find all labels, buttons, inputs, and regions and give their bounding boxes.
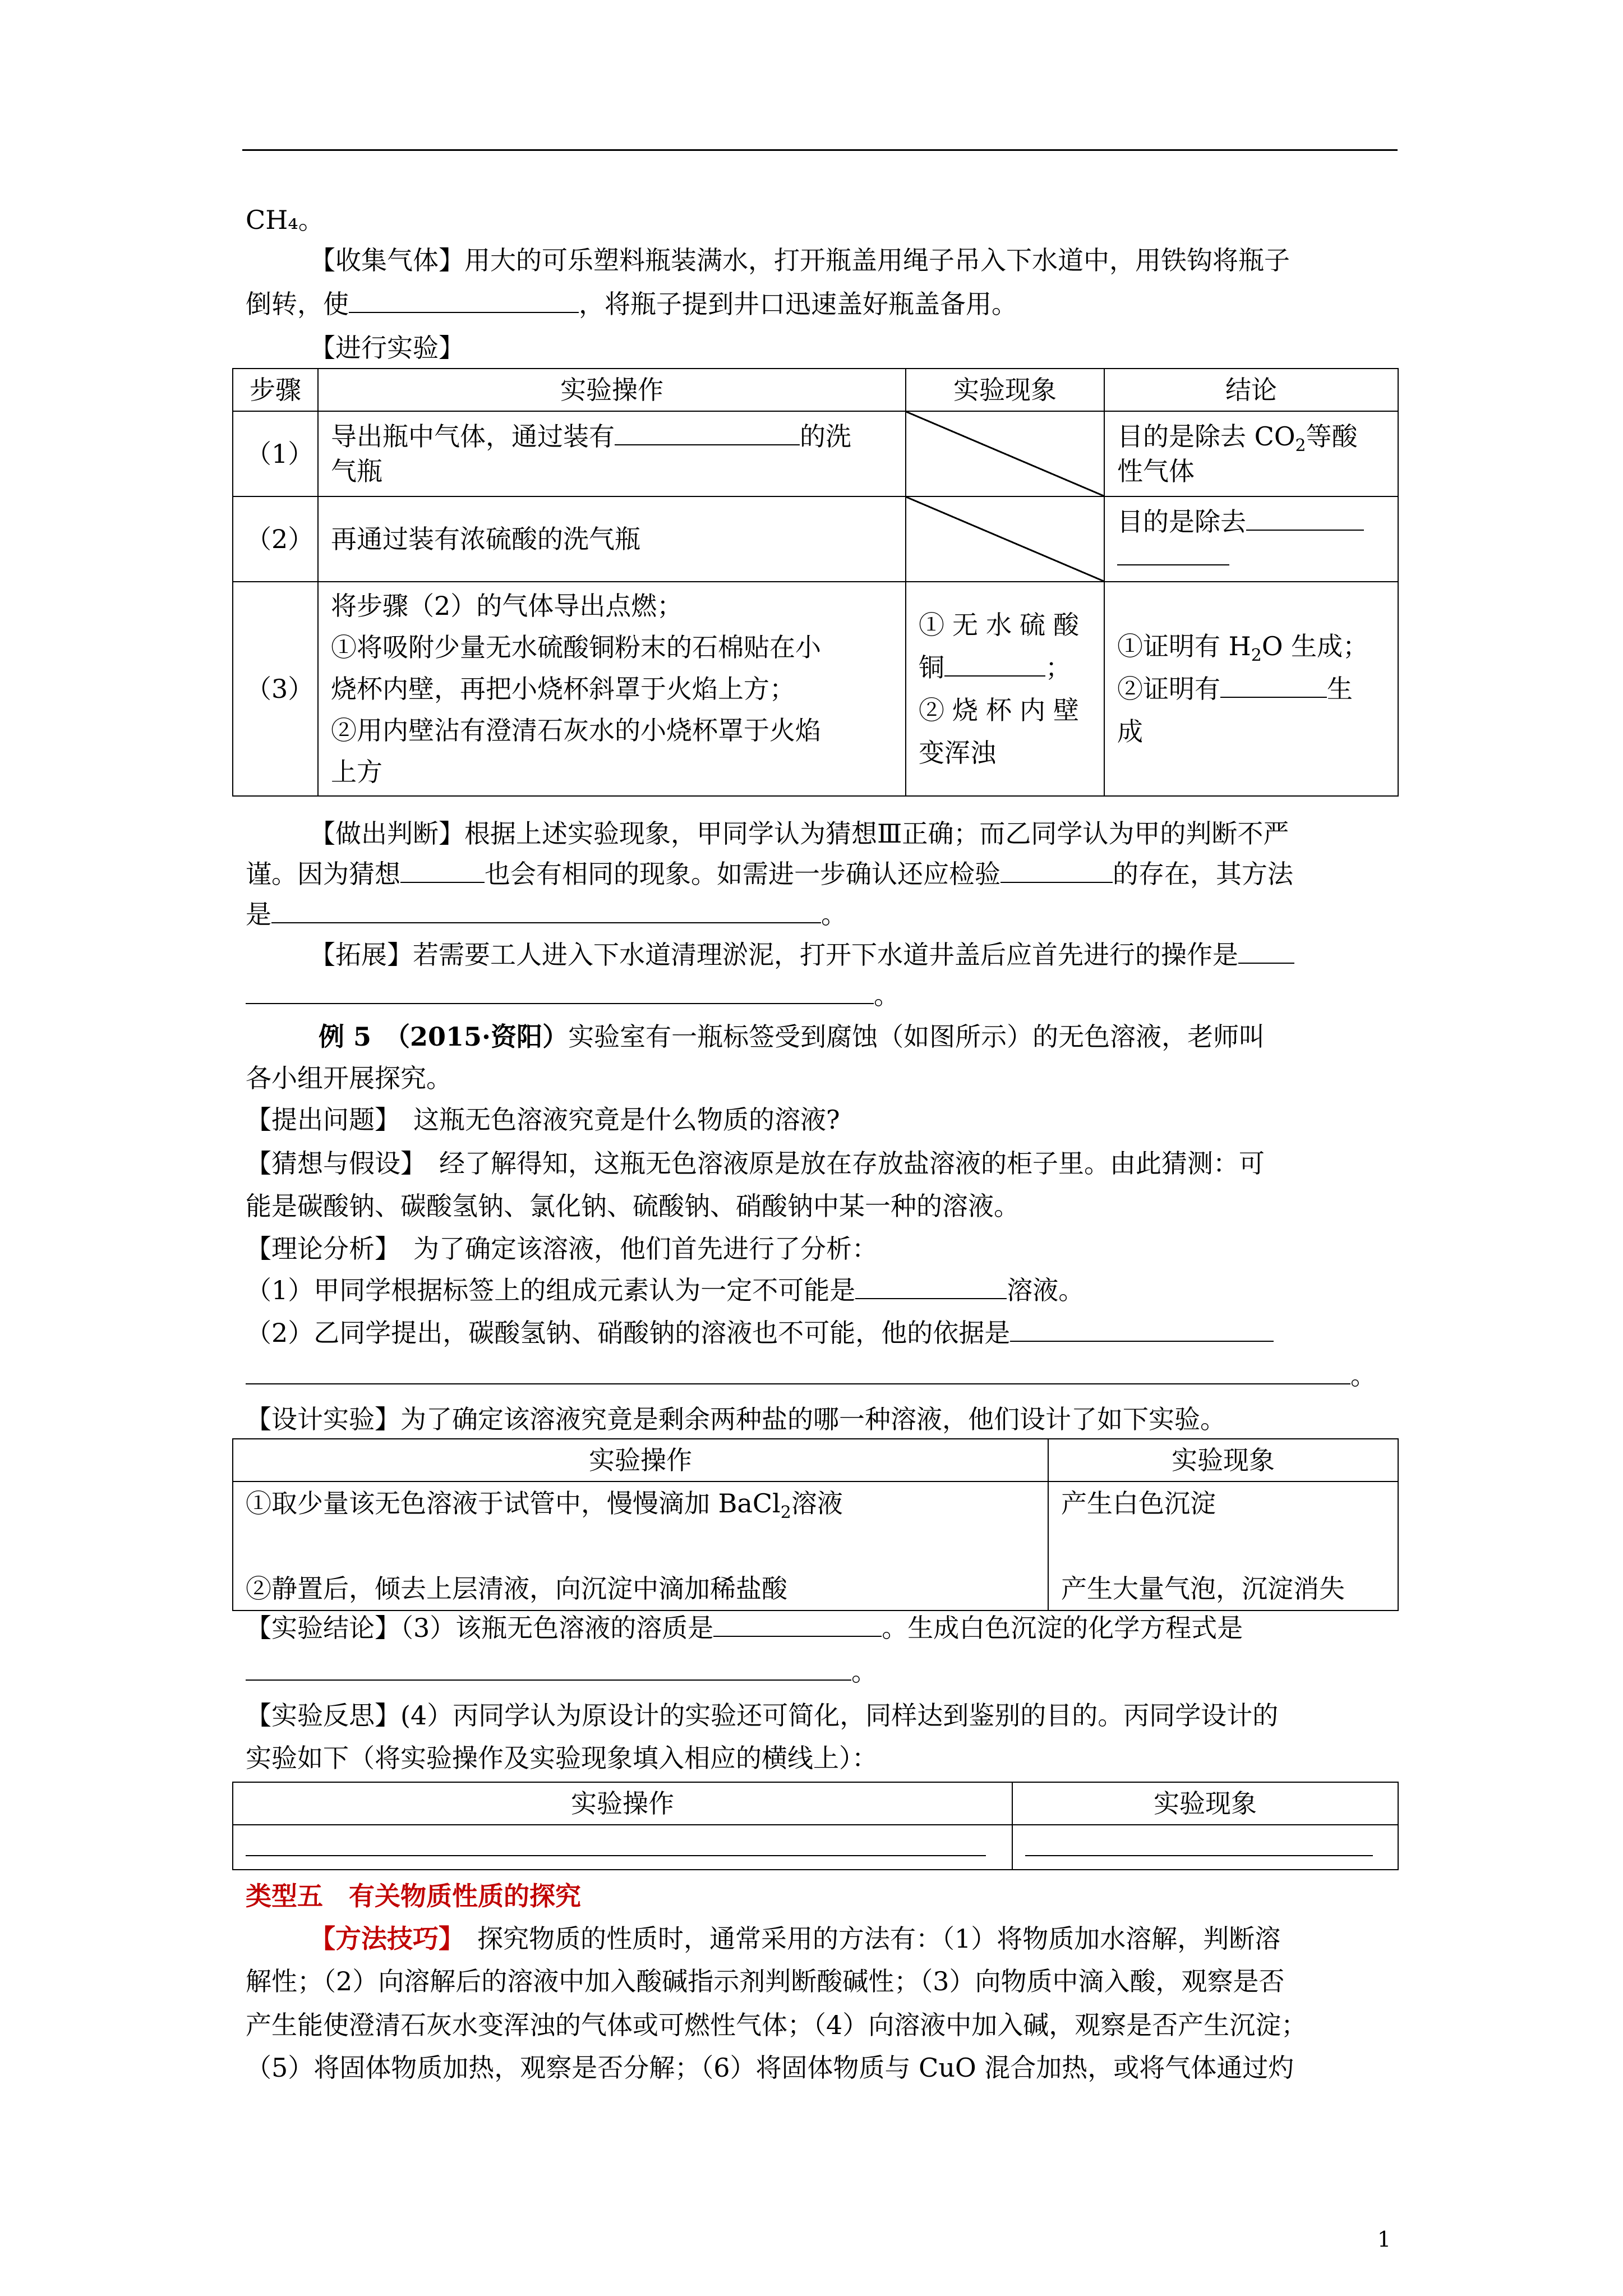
blank-judge-method[interactable]	[271, 898, 821, 923]
expand-end: 。	[874, 980, 900, 1010]
experiment-head: 【进行实验】	[310, 333, 464, 363]
reflect-line2: 实验如下（将实验操作及实验现象填入相应的横线上）：	[246, 1743, 878, 1773]
type5-title: 类型五 有关物质性质的探究	[246, 1881, 581, 1911]
t3-header-phenomenon: 实验现象	[1012, 1782, 1398, 1825]
header-rule	[242, 149, 1398, 151]
expand-text: 【拓展】若需要工人进入下水道清理淤泥，打开下水道井盖后应首先进行的操作是	[310, 940, 1238, 970]
blank-theory-1[interactable]	[855, 1273, 1007, 1299]
expand-line2	[246, 978, 900, 1012]
blank-solute[interactable]	[713, 1611, 882, 1637]
question-line: 【提出问题】 这瓶无色溶液究竟是什么物质的溶液?	[246, 1105, 840, 1135]
theory-2-line2	[246, 1359, 1376, 1392]
example5-label: 例 5 （2015·资阳）	[319, 1022, 569, 1052]
t2-ph2: 产生大量气泡，沉淀消失	[1061, 1573, 1345, 1604]
c1-sub: 2	[1295, 436, 1306, 456]
conclusion-end: 。	[851, 1657, 877, 1687]
collect-text: 用大的可乐塑料瓶装满水，打开瓶盖用绳子吊入下水道中，用铁钩将瓶子	[464, 245, 1290, 275]
op3-line5: 上方	[331, 757, 382, 787]
header-operation: 实验操作	[318, 369, 906, 411]
method-line4: （5）将固体物质加热，观察是否分解；（6）将固体物质与 CuO 混合加热，或将气体通过灼	[246, 2053, 1294, 2083]
c1-text-c: 性气体	[1117, 456, 1195, 486]
method-line3: 产生能使澄清石灰水变浑浊的气体或可燃性气体；（4）向溶液中加入碱，观察是否产生沉淀；	[246, 2010, 1307, 2040]
blank-op1[interactable]	[615, 420, 800, 445]
theory-1	[246, 1273, 1084, 1307]
example5-line1	[319, 1020, 1265, 1053]
t2-op1-sub: 2	[780, 1503, 791, 1523]
c3-text-d: 生	[1327, 674, 1353, 704]
c3-text-c: ②证明有	[1117, 674, 1220, 704]
header-conclusion: 结论	[1104, 369, 1398, 411]
judge-l2c: 的存在，其方法	[1113, 859, 1293, 889]
ph3-line3: ②烧杯内壁	[919, 695, 1087, 725]
ph3-line1: ①无水硫酸	[919, 610, 1087, 640]
t2-phenomena	[1048, 1481, 1398, 1611]
guess-line2: 能是碳酸钠、碳酸氢钠、氯化钠、硫酸钠、硝酸钠中某一种的溶液。	[246, 1191, 1020, 1221]
t2-operations	[233, 1481, 1048, 1611]
c3-text-b: O 生成；	[1261, 631, 1369, 661]
experiment-table	[232, 368, 1399, 797]
example5-text: 实验室有一瓶标签受到腐蚀（如图所示）的无色溶液，老师叫	[568, 1022, 1265, 1052]
header-phenomenon: 实验现象	[906, 369, 1104, 411]
step-3: （3）	[233, 582, 318, 796]
blank-t3-phenomenon[interactable]	[1025, 1830, 1373, 1856]
judge-l2a: 谨。因为猜想	[246, 859, 400, 889]
judge-l3b: 。	[821, 899, 847, 930]
judge-l2b: 也会有相同的现象。如需进一步确认还应检验	[485, 859, 1000, 889]
op1-text-a: 导出瓶中气体，通过装有	[331, 421, 615, 452]
c3-sub: 2	[1251, 646, 1262, 666]
t2-op2: ②静置后，倾去上层清液，向沉淀中滴加稀盐酸	[246, 1573, 787, 1604]
header-step: 步骤	[233, 369, 318, 411]
phenomenon-3	[906, 582, 1104, 796]
op1-text-b: 的洗	[800, 421, 851, 452]
blank-theory-2a[interactable]	[1010, 1316, 1274, 1342]
example5-line2: 各小组开展探究。	[246, 1063, 452, 1093]
c3-text-e: 成	[1117, 716, 1143, 747]
reflect-line1: 【实验反思】(4）丙同学认为原设计的实验还可简化，同样达到鉴别的目的。丙同学设计的	[246, 1700, 1279, 1731]
blank-c2a[interactable]	[1246, 505, 1364, 531]
conclusion-line2	[246, 1655, 877, 1688]
collect-paragraph	[310, 243, 1290, 277]
phenomenon-2-diagonal	[906, 496, 1104, 582]
theory-line: 【理论分析】 为了确定该溶液，他们首先进行了分析：	[246, 1234, 878, 1264]
blank-expand-a[interactable]	[1238, 938, 1294, 964]
t3-phenomenon-blank-cell	[1012, 1825, 1398, 1870]
blank-collect[interactable]	[349, 287, 579, 313]
blank-judge-check[interactable]	[1000, 857, 1113, 883]
blank-ph3[interactable]	[944, 651, 1045, 677]
operation-1	[318, 411, 906, 496]
method-head: 【方法技巧】	[310, 1924, 451, 1954]
collect-line2	[246, 287, 1017, 321]
op3-line2: ①将吸附少量无水硫酸铜粉末的石棉贴在小	[331, 632, 821, 662]
reflect-table	[232, 1782, 1399, 1870]
c1-text-a: 目的是除去 CO	[1117, 421, 1295, 452]
operation-2: 再通过装有浓硫酸的洗气瓶	[318, 496, 906, 582]
t2-header-phenomenon: 实验现象	[1048, 1439, 1398, 1481]
t2-header-operation: 实验操作	[233, 1439, 1048, 1481]
collect-head: 【收集气体】	[310, 245, 464, 275]
theory-1-end: 溶液。	[1007, 1275, 1085, 1305]
blank-c3[interactable]	[1220, 672, 1327, 698]
method-line1	[310, 1922, 1280, 1955]
method-text1: 探究物质的性质时，通常采用的方法有：（1）将物质加水溶解，判断溶	[451, 1924, 1281, 1954]
theory-2	[246, 1316, 1274, 1350]
theory-2-text: （2）乙同学提出，碳酸氢钠、硝酸钠的溶液也不可能，他的依据是	[246, 1318, 1011, 1348]
t2-op1-b: 溶液	[791, 1488, 843, 1519]
theory-1-text: （1）甲同学根据标签上的组成元素认为一定不可能是	[246, 1275, 856, 1305]
conclusion-3	[1104, 582, 1398, 796]
collect-text2b: ，将瓶子提到井口迅速盖好瓶盖备用。	[579, 289, 1017, 319]
collect-text2a: 倒转，使	[246, 289, 349, 319]
blank-t3-operation[interactable]	[246, 1830, 986, 1856]
phenomenon-1-diagonal	[906, 411, 1104, 496]
judge-line1: 【做出判断】根据上述实验现象，甲同学认为猜想Ⅲ正确；而乙同学认为甲的判断不严	[310, 818, 1289, 849]
ph3-semicolon: ；	[1045, 652, 1071, 683]
op3-line1: 将步骤（2）的气体导出点燃；	[331, 591, 683, 621]
conclusion-1	[1104, 411, 1398, 496]
t3-operation-blank-cell	[233, 1825, 1012, 1870]
ph3-line4: 变浑浊	[919, 738, 996, 768]
conclusion-text-b: 。生成白色沉淀的化学方程式是	[882, 1613, 1243, 1643]
page-number: 1	[1377, 2227, 1391, 2252]
conclusion-text-a: 【实验结论】（3）该瓶无色溶液的溶质是	[246, 1613, 714, 1643]
step-1: （1）	[233, 411, 318, 496]
judge-l3a: 是	[246, 899, 271, 930]
c3-text-a: ①证明有 H	[1117, 631, 1251, 661]
blank-expand-b[interactable]	[246, 978, 874, 1004]
c1-text-b: 等酸	[1306, 421, 1358, 452]
judge-line2	[246, 857, 1293, 891]
intro-line: CH₄。	[246, 205, 324, 235]
blank-judge-guess[interactable]	[400, 857, 485, 883]
judge-line3	[246, 898, 847, 931]
blank-theory-2b[interactable]	[246, 1359, 1350, 1384]
design-table	[232, 1438, 1399, 1611]
c2-text-a: 目的是除去	[1117, 507, 1246, 537]
t2-ph1: 产生白色沉淀	[1061, 1488, 1216, 1519]
theory-2-end: 。	[1350, 1360, 1376, 1391]
operation-3	[318, 582, 906, 796]
step-2: （2）	[233, 496, 318, 582]
t3-header-operation: 实验操作	[233, 1782, 1012, 1825]
conclusion-2	[1104, 496, 1398, 582]
design-line: 【设计实验】为了确定该溶液究竟是剩余两种盐的哪一种溶液，他们设计了如下实验。	[246, 1404, 1226, 1434]
expand-line1	[310, 938, 1294, 972]
t2-op1-a: ①取少量该无色溶液于试管中，慢慢滴加 BaCl	[246, 1488, 781, 1519]
method-line2: 解性；（2）向溶解后的溶液中加入酸碱指示剂判断酸碱性；（3）向物质中滴入酸，观察是否	[246, 1966, 1285, 1996]
blank-equation[interactable]	[246, 1655, 851, 1681]
conclusion-line1	[246, 1611, 1243, 1645]
guess-line1: 【猜想与假设】 经了解得知，这瓶无色溶液原是放在存放盐溶液的柜子里。由此猜测：可	[246, 1148, 1265, 1179]
op3-line3: 烧杯内壁，再把小烧杯斜罩于火焰上方；	[331, 674, 795, 704]
ph3-line2: 铜	[919, 652, 944, 683]
blank-c2b[interactable]	[1117, 540, 1229, 565]
op1-text-c: 气瓶	[331, 456, 382, 486]
op3-line4: ②用内壁沾有澄清石灰水的小烧杯罩于火焰	[331, 715, 821, 746]
